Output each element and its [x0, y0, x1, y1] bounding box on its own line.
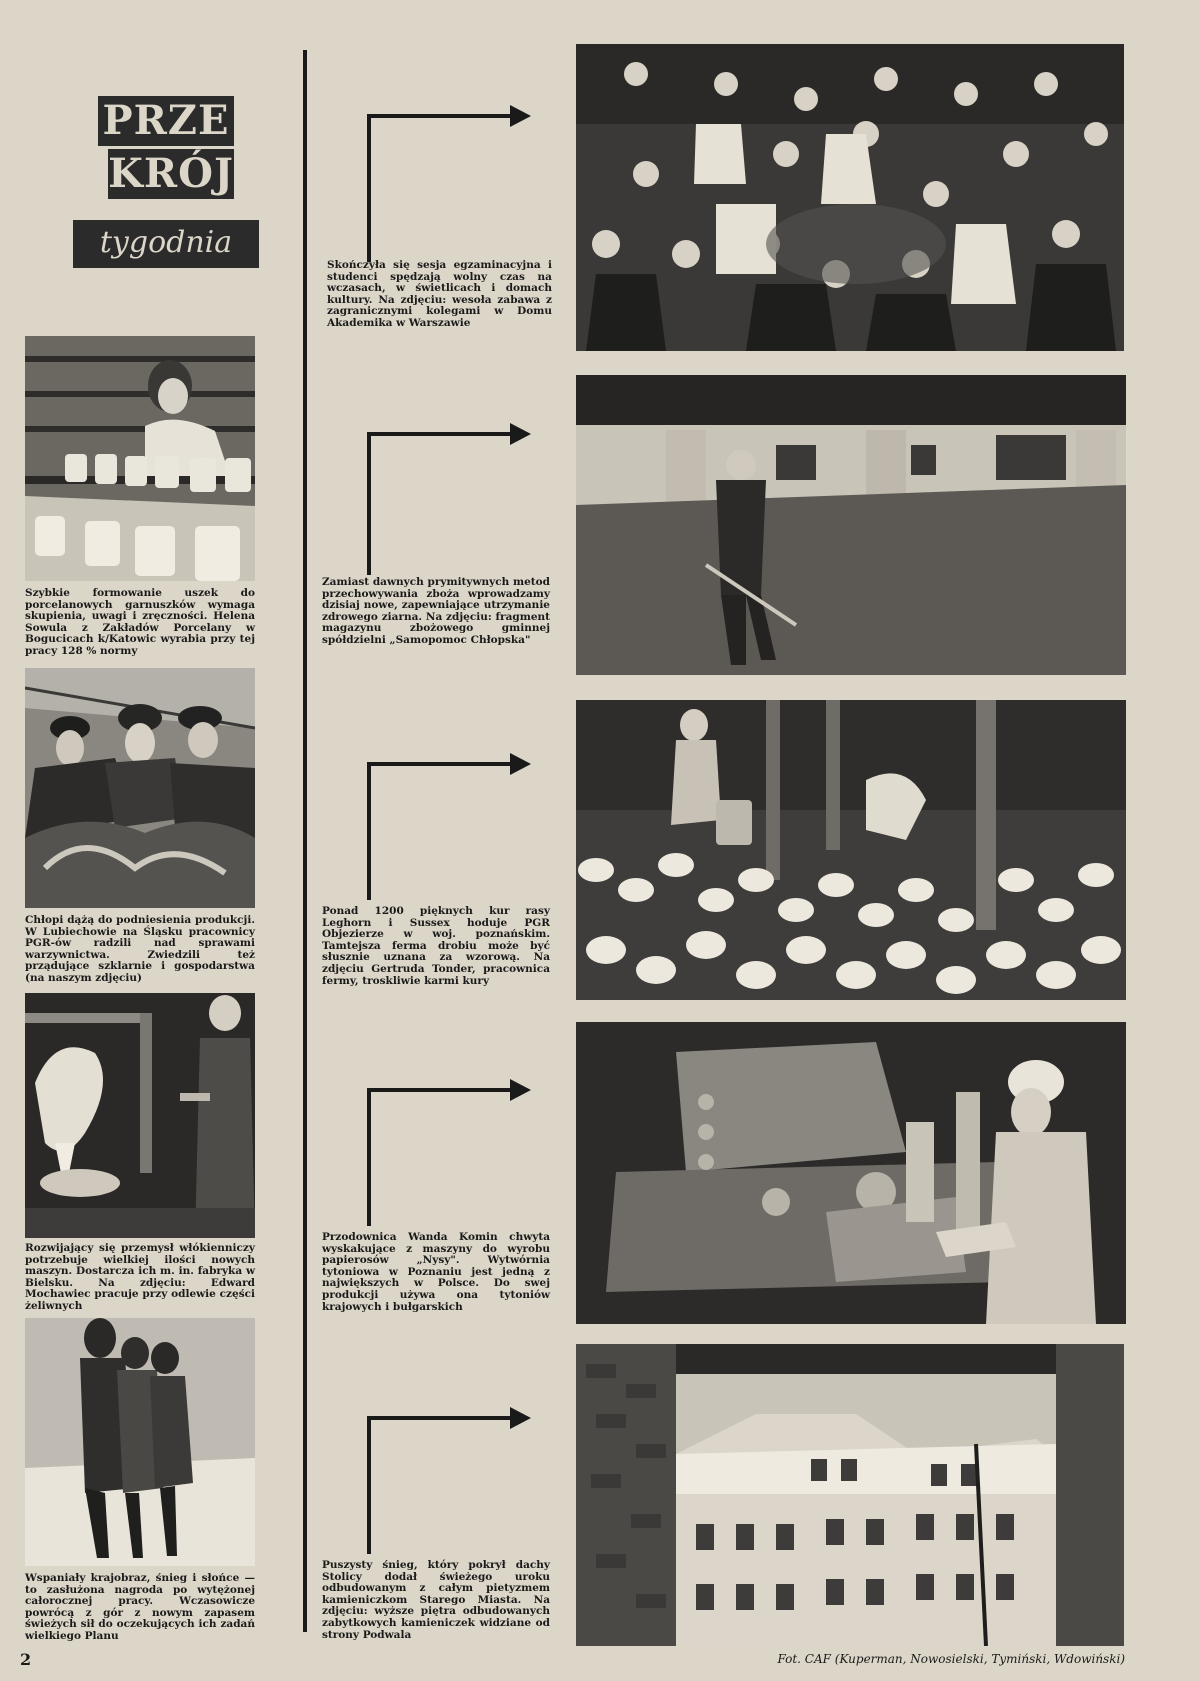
caption-foundry: Rozwijający się przemysł włókienniczy potrzebuje wielkiej ilości nowych maszyn. Dostarcza ich m. in. fabryka w Bielsku. Na zdjęciu: Edward Mochawiec pracuje przy odlewie części żeliwnych	[25, 1242, 255, 1312]
arrow-icon	[365, 102, 535, 262]
caption-porcelain: Szybkie formowanie uszek do porcelanowych garnuszków wymaga skupienia, uwagi i zręczności. Helena Sowula z Zakładów Porcelany w Bogucicach k/Katowic wyrabia przy tej pracy 128 % normy	[25, 587, 255, 657]
caption-mountains: Wspaniały krajobraz, śnieg i słońce — to zasłużona nagroda po wytężonej całorocznej pracy. Wczasowicze powrócą z gór z nowym zapasem świeżych sił do oczekujących ich zadań wielkiego Planu	[25, 1572, 255, 1642]
photo-mountain-vacationers	[25, 1318, 255, 1566]
photo-greenhouse-workers	[25, 668, 255, 908]
magazine-logo	[94, 96, 244, 206]
arrow-icon	[365, 420, 535, 575]
photo-students-dancing	[576, 44, 1124, 351]
caption-students: Skończyła się sesja egzaminacyjna i studenci spędzają wolny czas na wczasach, w świetlicach i domach kultury. Na zdjęciu: wesoła zabawa z zagranicznymi kolegami w Domu Akademika w Warszawie	[327, 259, 552, 329]
caption-old-town: Puszysty śnieg, który pokrył dachy Stolicy dodał świeżego uroku odbudowanym z całym pietyzmem kamieniczkom Starego Miasta. Na zdjęciu: wyższe piętra odbudowanych zabytkowych kamieniczek widziane od strony Podwala	[322, 1559, 550, 1641]
caption-granary: Zamiast dawnych prymitywnych metod przechowywania zboża wprowadzamy dzisiaj nowe, zapewniające utrzymanie zdrowego ziarna. Na zdjęciu: fragment magazynu zbożowego gminnej spółdzielni „Samopomoc Chłopska"	[322, 576, 550, 646]
logo-subtitle: tygodnia	[73, 220, 259, 268]
photo-credit: Fot. CAF (Kuperman, Nowosielski, Tymiński, Wdowiński)	[777, 1652, 1125, 1666]
column-divider	[303, 50, 307, 1632]
arrow-icon	[365, 1076, 535, 1226]
arrow-icon	[365, 750, 535, 900]
page-number: 2	[20, 1650, 32, 1669]
logo-line2: KRÓJ	[108, 150, 234, 197]
photo-poultry-farm	[576, 700, 1126, 1000]
logo-line1: PRZE	[98, 96, 234, 146]
arrow-icon	[365, 1404, 535, 1554]
photo-granary	[576, 375, 1126, 675]
photo-foundry-worker	[25, 993, 255, 1238]
caption-cigarettes: Przodownica Wanda Komin chwyta wyskakujące z maszyny do wyrobu papierosów „Nysy". Wytwórnia tytoniowa w Poznaniu jest jedną z największych w Polsce. Do swej produkcji używa ona tytoniów krajowych i bułgarskich	[322, 1231, 550, 1313]
photo-porcelain-worker	[25, 336, 255, 581]
photo-cigarette-machine	[576, 1022, 1126, 1324]
caption-greenhouse: Chłopi dążą do podniesienia produkcji. W Lubiechowie na Śląsku pracownicy PGR-ów radzili nad sprawami warzywnictwa. Zwiedzili też prządujące szklarnie i gospodarstwa (na naszym zdjęciu)	[25, 914, 255, 984]
caption-poultry: Ponad 1200 pięknych kur rasy Leghorn i Sussex hoduje PGR Objezierze w woj. poznańskim. Tamtejsza ferma drobiu może być słusznie uznana za wzorową. Na zdjęciu Gertruda Tonder, pracownica fermy, troskliwie karmi kury	[322, 905, 550, 987]
photo-old-town-houses	[576, 1344, 1124, 1646]
